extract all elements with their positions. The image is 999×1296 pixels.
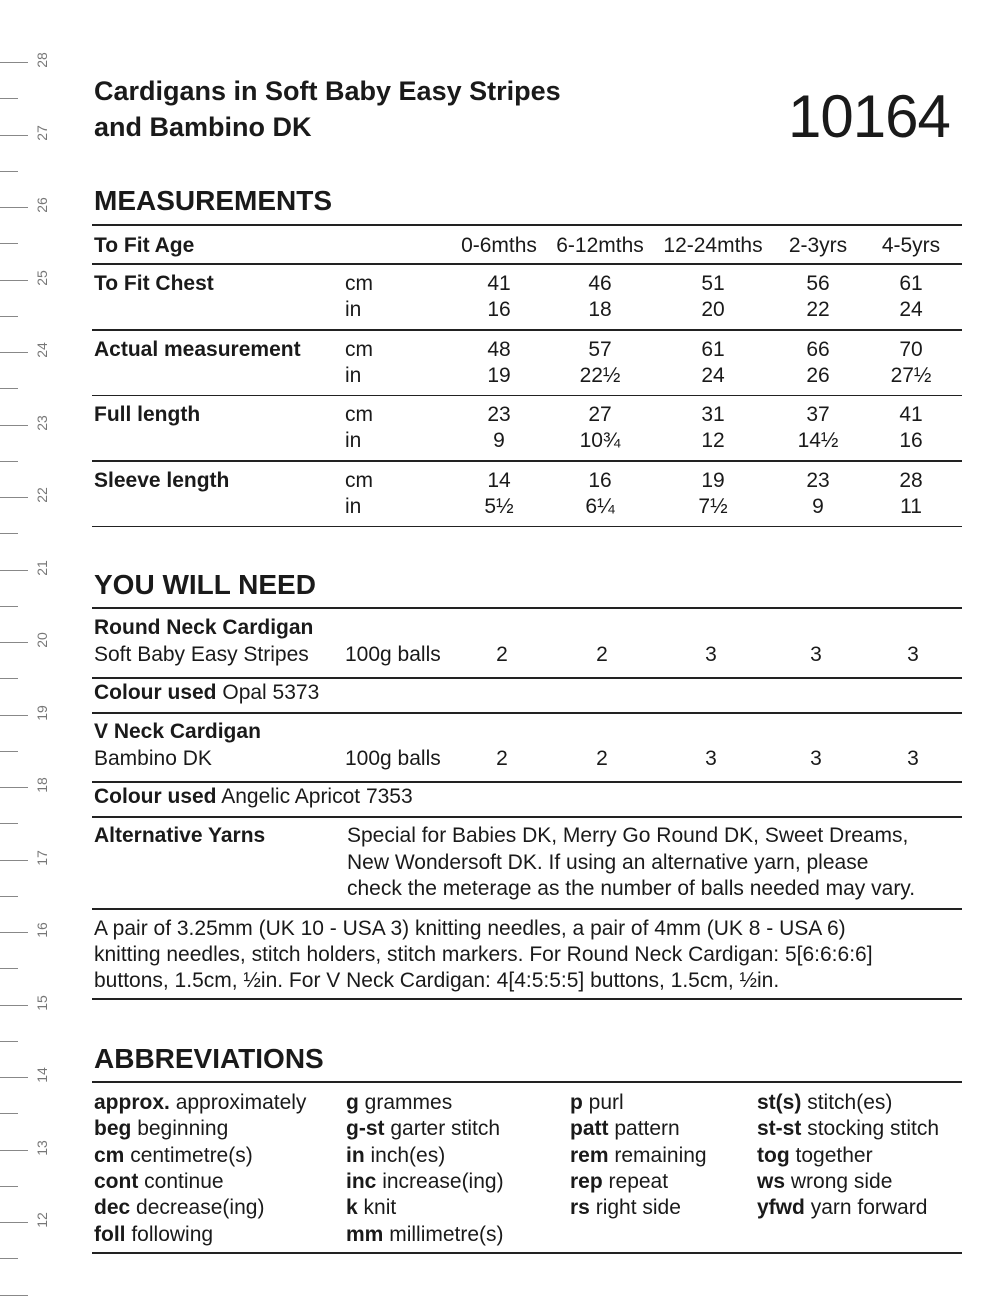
cm-value: 28 bbox=[899, 468, 923, 492]
ruler-tick bbox=[0, 533, 18, 534]
ruler-tick bbox=[0, 678, 18, 679]
ruler-tick bbox=[0, 751, 18, 752]
abbreviation-meaning: purl bbox=[588, 1091, 624, 1114]
cm-value: 19 bbox=[701, 468, 725, 492]
cm-value: 61 bbox=[701, 337, 725, 361]
abbreviation-meaning: stitch(es) bbox=[807, 1091, 893, 1114]
ball-quantity: 2 bbox=[496, 747, 508, 770]
divider bbox=[92, 998, 962, 1000]
ruler-label: 18 bbox=[34, 777, 50, 793]
ruler-label: 15 bbox=[34, 994, 50, 1011]
abbreviation-meaning: approximately bbox=[175, 1091, 307, 1114]
abbreviation-item bbox=[94, 1196, 264, 1220]
ruler-label: 16 bbox=[34, 922, 50, 938]
abbreviation-meaning: remaining bbox=[614, 1143, 707, 1167]
ruler-label: 12 bbox=[34, 1212, 50, 1228]
abbreviation: rs bbox=[570, 1196, 590, 1220]
measurement-label: Full length bbox=[94, 403, 201, 426]
ruler-tick bbox=[0, 642, 28, 643]
abbreviation-item bbox=[346, 1144, 445, 1168]
cm-value: 70 bbox=[899, 337, 923, 361]
abbreviation-meaning: knit bbox=[363, 1196, 397, 1220]
abbreviation-item bbox=[757, 1196, 927, 1220]
ruler-tick bbox=[0, 1150, 28, 1151]
yarn-name: Bambino DK bbox=[94, 747, 212, 770]
ruler-label: 23 bbox=[34, 414, 50, 431]
in-value: 22 bbox=[806, 298, 830, 321]
cm-value: 41 bbox=[899, 403, 923, 426]
abbreviation-meaning: right side bbox=[595, 1196, 681, 1220]
in-value: 27½ bbox=[890, 363, 932, 387]
cm-value: 46 bbox=[588, 272, 612, 295]
ruler-tick bbox=[0, 823, 18, 824]
cm-value: 27 bbox=[588, 403, 612, 426]
abbreviation: cm bbox=[94, 1143, 125, 1167]
measurement-label: Actual measurement bbox=[94, 337, 301, 361]
ruler-tick bbox=[0, 207, 28, 208]
ruler-tick bbox=[0, 62, 28, 63]
cm-value: 31 bbox=[701, 403, 725, 426]
measurement-label: Sleeve length bbox=[94, 468, 230, 492]
abbreviation: approx. bbox=[94, 1091, 170, 1114]
abbreviation-item bbox=[94, 1091, 306, 1115]
abbreviation: st(s) bbox=[757, 1091, 802, 1114]
cm-value: 37 bbox=[806, 403, 830, 426]
abbreviation-meaning: grammes bbox=[364, 1091, 453, 1114]
age-label: To Fit Age bbox=[94, 234, 195, 257]
in-value: 20 bbox=[701, 298, 725, 321]
ruler-tick bbox=[0, 497, 28, 498]
ruler-tick bbox=[0, 896, 18, 897]
age-header: 0-6mths bbox=[461, 234, 537, 257]
alternative-yarns-text: Special for Babies DK, Merry Go Round DK, Sweet Dreams, bbox=[347, 824, 909, 847]
notions-text: buttons, 1.5cm, ½in. For V Neck Cardigan: 4[4:5:5:5] buttons, 1.5cm, ½in. bbox=[94, 969, 780, 992]
ruler-tick bbox=[0, 1186, 18, 1187]
in-value: 9 bbox=[812, 494, 824, 518]
ruler-tick bbox=[0, 352, 28, 353]
ruler-tick bbox=[0, 932, 28, 933]
abbreviation-meaning: garter stitch bbox=[390, 1117, 501, 1141]
abbreviation-meaning: millimetre(s) bbox=[389, 1222, 504, 1246]
ruler-tick bbox=[0, 1258, 18, 1259]
pattern-title-line1: Cardigans in Soft Baby Easy Stripes bbox=[94, 76, 561, 106]
abbreviation: rep bbox=[570, 1169, 603, 1193]
abbreviations-heading: ABBREVIATIONS bbox=[94, 1043, 324, 1074]
abbreviation-item bbox=[570, 1117, 680, 1141]
divider bbox=[92, 781, 962, 783]
pattern-number: 10164 bbox=[788, 83, 950, 150]
cm-value: 23 bbox=[487, 403, 511, 426]
in-value: 16 bbox=[899, 429, 923, 452]
yarn-unit: 100g balls bbox=[345, 747, 441, 770]
in-value: 26 bbox=[806, 363, 830, 387]
round_neck-title: Round Neck Cardigan bbox=[94, 616, 314, 639]
abbreviation: g-st bbox=[346, 1117, 385, 1141]
abbreviation: in bbox=[346, 1143, 365, 1167]
colour-used bbox=[94, 681, 319, 705]
abbreviation-meaning: increase(ing) bbox=[382, 1169, 504, 1193]
abbreviation-item bbox=[570, 1091, 624, 1115]
cm-value: 48 bbox=[487, 337, 511, 361]
divider bbox=[92, 329, 962, 331]
ruler-tick bbox=[0, 243, 18, 244]
unit-cm: cm bbox=[345, 337, 373, 361]
ball-quantity: 3 bbox=[705, 747, 717, 770]
abbreviation: dec bbox=[94, 1196, 131, 1220]
ruler-tick bbox=[0, 280, 28, 281]
abbreviation: patt bbox=[570, 1117, 609, 1141]
abbreviation: rem bbox=[570, 1143, 609, 1167]
ball-quantity: 3 bbox=[907, 643, 919, 666]
abbreviation-item bbox=[570, 1170, 668, 1194]
ball-quantity: 2 bbox=[596, 747, 608, 770]
in-value: 22½ bbox=[579, 363, 621, 387]
abbreviation-item bbox=[757, 1117, 939, 1141]
ruler-tick bbox=[0, 171, 18, 172]
ruler-tick bbox=[0, 98, 18, 99]
divider bbox=[92, 712, 962, 714]
age-header: 6-12mths bbox=[556, 234, 644, 257]
abbreviation-meaning: following bbox=[131, 1222, 214, 1246]
cm-value: 57 bbox=[588, 337, 612, 361]
divider bbox=[92, 1252, 962, 1254]
measurement-label: To Fit Chest bbox=[94, 272, 214, 295]
divider bbox=[92, 526, 962, 528]
ruler-tick bbox=[0, 968, 18, 969]
abbreviation-item bbox=[94, 1117, 228, 1141]
divider bbox=[92, 607, 962, 609]
in-value: 12 bbox=[701, 429, 725, 452]
abbreviation: inc bbox=[346, 1169, 377, 1193]
cm-value: 41 bbox=[487, 272, 511, 295]
ball-quantity: 3 bbox=[810, 747, 822, 770]
colour-value: Angelic Apricot 7353 bbox=[221, 785, 413, 808]
abbreviation-item bbox=[94, 1170, 224, 1194]
abbreviation-item bbox=[346, 1091, 452, 1115]
ruler-label: 17 bbox=[34, 849, 50, 866]
cm-value: 16 bbox=[588, 468, 612, 492]
abbreviation-item bbox=[757, 1091, 892, 1115]
ruler-tick bbox=[0, 1005, 28, 1006]
divider bbox=[92, 263, 962, 265]
cm-value: 51 bbox=[701, 272, 725, 295]
abbreviation-item bbox=[346, 1170, 504, 1194]
colour-label: Colour used bbox=[94, 785, 217, 808]
abbreviation-meaning: together bbox=[795, 1143, 873, 1167]
ruler-tick bbox=[0, 1295, 28, 1296]
ruler-label: 19 bbox=[34, 704, 50, 721]
ruler-label: 26 bbox=[34, 197, 50, 213]
ruler-tick bbox=[0, 570, 28, 571]
unit-in: in bbox=[345, 429, 362, 452]
abbreviation: cont bbox=[94, 1169, 139, 1193]
ball-quantity: 2 bbox=[596, 643, 608, 666]
in-value: 19 bbox=[487, 363, 511, 387]
abbreviation-meaning: centimetre(s) bbox=[130, 1143, 253, 1167]
divider bbox=[92, 460, 962, 462]
ruler-tick bbox=[0, 1077, 28, 1078]
abbreviation: st-st bbox=[757, 1117, 802, 1141]
yarn-unit: 100g balls bbox=[345, 643, 441, 666]
cm-value: 23 bbox=[806, 468, 830, 492]
abbreviation-item bbox=[757, 1170, 892, 1194]
abbreviation: foll bbox=[94, 1222, 126, 1246]
abbreviation-item bbox=[346, 1196, 396, 1220]
abbreviation: tog bbox=[757, 1143, 790, 1167]
in-value: 6¼ bbox=[585, 494, 615, 518]
abbreviation: g bbox=[346, 1091, 359, 1114]
ruler-label: 27 bbox=[34, 124, 50, 141]
ruler-tick bbox=[0, 461, 18, 462]
unit-cm: cm bbox=[345, 403, 373, 426]
ruler-label: 14 bbox=[34, 1067, 50, 1083]
abbreviation-item bbox=[570, 1144, 707, 1168]
divider bbox=[92, 224, 962, 226]
cm-value: 61 bbox=[899, 272, 923, 295]
cm-value: 14 bbox=[487, 468, 511, 492]
unit-cm: cm bbox=[345, 468, 373, 492]
in-value: 24 bbox=[701, 363, 725, 387]
cm-value: 66 bbox=[806, 337, 830, 361]
age-header: 4-5yrs bbox=[881, 234, 941, 257]
ruler-tick bbox=[0, 1222, 28, 1223]
age-header: 12-24mths bbox=[663, 234, 763, 257]
divider bbox=[92, 908, 962, 910]
abbreviation-meaning: beginning bbox=[137, 1117, 229, 1141]
ruler-tick bbox=[0, 1041, 18, 1042]
abbreviation-meaning: stocking stitch bbox=[807, 1117, 940, 1141]
you-will-need-heading: YOU WILL NEED bbox=[94, 569, 316, 600]
measurements-heading: MEASUREMENTS bbox=[94, 185, 333, 216]
unit-in: in bbox=[345, 298, 362, 321]
in-value: 10¾ bbox=[579, 429, 621, 452]
divider bbox=[92, 395, 962, 397]
in-value: 9 bbox=[493, 429, 505, 452]
notions-text: knitting needles, stitch holders, stitch markers. For Round Neck Cardigan: 5[6:6:6:6] bbox=[94, 943, 873, 966]
ruler-tick bbox=[0, 606, 18, 607]
ball-quantity: 3 bbox=[810, 643, 822, 666]
ball-quantity: 3 bbox=[705, 643, 717, 666]
abbreviation: beg bbox=[94, 1117, 132, 1141]
pattern-title-line2: and Bambino DK bbox=[94, 112, 312, 142]
in-value: 24 bbox=[899, 298, 923, 321]
ruler-label: 24 bbox=[34, 342, 50, 358]
yarn-name: Soft Baby Easy Stripes bbox=[94, 643, 309, 666]
ruler-tick bbox=[0, 787, 28, 788]
in-value: 11 bbox=[900, 494, 922, 518]
ruler-tick bbox=[0, 316, 18, 317]
colour-label: Colour used bbox=[94, 681, 217, 704]
abbreviation-item bbox=[570, 1196, 681, 1220]
ruler-label: 13 bbox=[34, 1139, 50, 1156]
cm-value: 56 bbox=[806, 272, 830, 295]
abbreviation-item bbox=[94, 1144, 253, 1168]
abbreviation: yfwd bbox=[757, 1196, 805, 1220]
in-value: 7½ bbox=[698, 494, 728, 518]
ball-quantity: 3 bbox=[907, 747, 919, 770]
abbreviation-item bbox=[346, 1117, 500, 1141]
ruler-tick bbox=[0, 715, 28, 716]
abbreviation-meaning: yarn forward bbox=[810, 1196, 928, 1220]
abbreviation: k bbox=[346, 1196, 358, 1220]
in-value: 18 bbox=[588, 298, 612, 321]
ruler-tick bbox=[0, 1113, 18, 1114]
ruler-label: 21 bbox=[34, 559, 50, 576]
ruler-tick bbox=[0, 425, 28, 426]
ruler-tick bbox=[0, 135, 28, 136]
ruler-tick bbox=[0, 860, 28, 861]
abbreviation: p bbox=[570, 1091, 583, 1114]
unit-in: in bbox=[345, 494, 362, 518]
age-header: 2-3yrs bbox=[788, 234, 848, 257]
abbreviation: mm bbox=[346, 1222, 384, 1246]
abbreviation-item bbox=[94, 1223, 213, 1247]
abbreviation-meaning: pattern bbox=[614, 1117, 680, 1141]
ball-quantity: 2 bbox=[496, 643, 508, 666]
unit-cm: cm bbox=[345, 272, 373, 295]
v_neck-title: V Neck Cardigan bbox=[94, 720, 261, 743]
unit-in: in bbox=[345, 363, 362, 387]
abbreviation: ws bbox=[757, 1169, 786, 1193]
ruler-tick bbox=[0, 388, 18, 389]
abbreviation-meaning: inch(es) bbox=[370, 1143, 446, 1167]
divider bbox=[92, 1081, 962, 1083]
in-value: 14½ bbox=[797, 429, 839, 452]
colour-value: Opal 5373 bbox=[222, 681, 320, 704]
alternative-yarns-text: New Wondersoft DK. If using an alternative yarn, please bbox=[347, 850, 869, 874]
notions-text: A pair of 3.25mm (UK 10 - USA 3) knitting needles, a pair of 4mm (UK 8 - USA 6) bbox=[94, 917, 846, 940]
alternative-yarns-label: Alternative Yarns bbox=[94, 824, 266, 847]
ruler-label: 22 bbox=[34, 487, 50, 503]
ruler-label: 25 bbox=[34, 269, 50, 286]
abbreviation-meaning: continue bbox=[144, 1169, 224, 1193]
abbreviation-meaning: wrong side bbox=[790, 1169, 893, 1193]
divider bbox=[92, 677, 962, 679]
ruler-label: 20 bbox=[34, 632, 50, 648]
alternative-yarns-text: check the meterage as the number of balls needed may vary. bbox=[347, 877, 916, 900]
in-value: 5½ bbox=[484, 494, 514, 518]
abbreviation-item bbox=[757, 1144, 873, 1168]
abbreviation-meaning: repeat bbox=[608, 1169, 669, 1193]
ruler-label: 28 bbox=[34, 52, 50, 68]
abbreviation-item bbox=[346, 1223, 504, 1247]
abbreviation-meaning: decrease(ing) bbox=[136, 1196, 265, 1220]
colour-used bbox=[94, 785, 413, 809]
in-value: 16 bbox=[487, 298, 511, 321]
divider bbox=[92, 816, 962, 818]
